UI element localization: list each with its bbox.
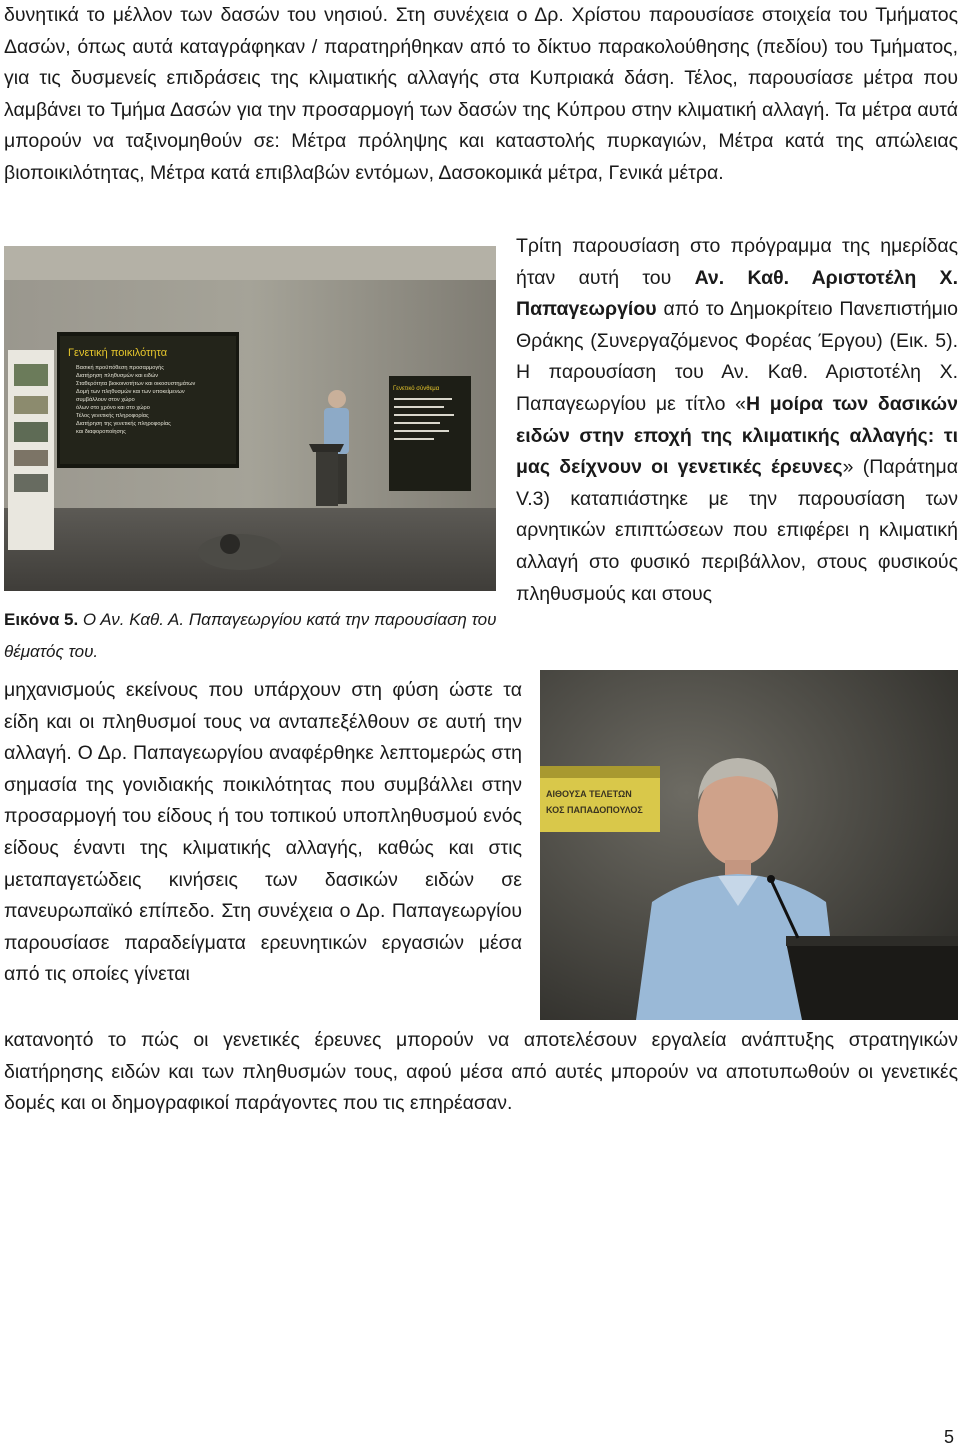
right-column-paragraph [516, 231, 958, 610]
slide-line: συμβάλλουν στον χώρο [76, 397, 135, 403]
screen2-title: Γενετικό σύνθεμα [393, 386, 440, 392]
slide-line: Σταθερότητα βιοκοινοτήτων και οικοσυστημάτων [76, 381, 196, 387]
figure-caption [4, 604, 500, 668]
presentation-title: Η μοίρα των δασικών ειδών στην εποχή της κλιματικής αλλαγής: τι μας δείχνουν οι γενετικές έρευνες [516, 392, 958, 479]
slide-line: Διατήρηση της γενετικής πληροφορίας [76, 421, 171, 427]
left-column-paragraph: μηχανισμούς εκείνους που υπάρχουν στη φύση ώστε τα είδη και οι πληθυσμοί τους να ανταπεξέλθουν σε αυτή την αλλαγή. Ο Δρ. Παπαγεωργίου αναφέρθηκε λεπτομερώς στη σημασία της γονιδιακής ποικιλότητας που συμβάλλει στην προσαρμογή του είδους ή του τοπικού υποπληθυσμού ενός είδους έναντι της κλιματικής αλλαγής, καθώς και στις μεταπαγετώδεις κινήσεις των δασικών ειδών σε πανευρωπαϊκό επίπεδο. Στη συνέχεια ο Δρ. Παπαγεωργίου παρουσίασε παραδείγματα ερευνητικών εργασιών μέσα από τις οποίες γίνεται [4, 679, 522, 986]
sign-text: ΚΟΣ ΠΑΠΑΔΟΠΟΥΛΟΣ [546, 805, 643, 815]
slide-line: όλων στο χρόνο και στο χώρο [76, 405, 150, 411]
slide-line: Δομή των πληθυσμών και των υποκείμενων [76, 389, 185, 395]
conference-room-illustration [4, 246, 496, 591]
speaker-photo [540, 670, 958, 1020]
caption-text: Ο Αν. Καθ. Α. Παπαγεωργίου κατά την παρουσίαση του θέματός του. [4, 610, 497, 661]
slide-line: Διατήρηση πληθυσμών και ειδών [76, 373, 159, 379]
speaker-name: Αν. Καθ. Αριστοτέλη Χ. Παπαγεωργίου [516, 266, 958, 321]
caption-label: Εικόνα 5. [4, 610, 79, 629]
slide-line: Τέλος γενετικής πληροφορίας [76, 413, 149, 419]
intro-paragraph: δυνητικά το μέλλον των δασών του νησιού. Στη συνέχεια ο Δρ. Χρίστου παρουσίασε στοιχεία του Τμήματος Δασών, όπως αυτά καταγράφηκαν / παρατηρήθηκαν από το δίκτυο παρακολούθησης (πεδίου) του Τμήματος, για τις δυσμενείς επιδράσεις της κλιματικής αλλαγής στα Κυπριακά δάση. Τέλος, παρουσίασε μέτρα που λαμβάνει το Τμήμα Δασών για την προσαρμογή των δασών της Κύπρου στην κλιματική αλλαγή. Τα μέτρα αυτά μπορούν να ταξινομηθούν σε: Μέτρα πρόληψης και καταστολής πυρκαγιών, Μέτρα κατά της απώλειας βιοποικιλότητας, Μέτρα κατά επιβλαβών εντόμων, Δασοκομικά μέτρα, Γενικά μέτρα. [4, 4, 958, 184]
page-number: 5 [943, 1427, 954, 1447]
slide-line: Βασική προϋπόθεση προσαρμογής [76, 365, 164, 371]
text-run: Τρίτη παρουσίαση στο πρόγραμμα της ημερίδας ήταν αυτή του [516, 235, 958, 289]
text-run: από το Δημοκρίτειο Πανεπιστήμιο Θράκης (Συνεργαζόμενος Φορέας Έργου) (Εικ. 5). Η παρουσίαση του Αν. Καθ. Αριστοτέλη Χ. Παπαγεωργίου με τίτλο « [516, 298, 958, 415]
closing-paragraph: κατανοητό το πώς οι γενετικές έρευνες μπορούν να αποτελέσουν εργαλεία ανάπτυξης στρατηγικών διατήρησης ειδών και των πληθυσμών τους, αφού μέσα από αυτές μπορούν να αποτυπωθούν οι γενετικές δομές και οι δημογραφικοί παράγοντες που τις επηρέασαν. [4, 1029, 958, 1115]
sign-text: ΑΙΘΟΥΣΑ ΤΕΛΕΤΩΝ [546, 789, 632, 799]
slide-title: Γενετική ποικιλότητα [68, 347, 168, 359]
slide-line: και διαφοροποίησης [76, 429, 126, 435]
speaker-portrait-illustration [540, 670, 958, 1020]
presentation-photo [4, 246, 496, 591]
text-run: » (Παράτημα V.3) καταπιάστηκε με την παρουσίαση των αρνητικών επιπτώσεων που επιφέρει η κλιματική αλλαγή στο φυσικό περιβάλλον, στους φυσικούς πληθυσμούς και στους [516, 456, 958, 605]
